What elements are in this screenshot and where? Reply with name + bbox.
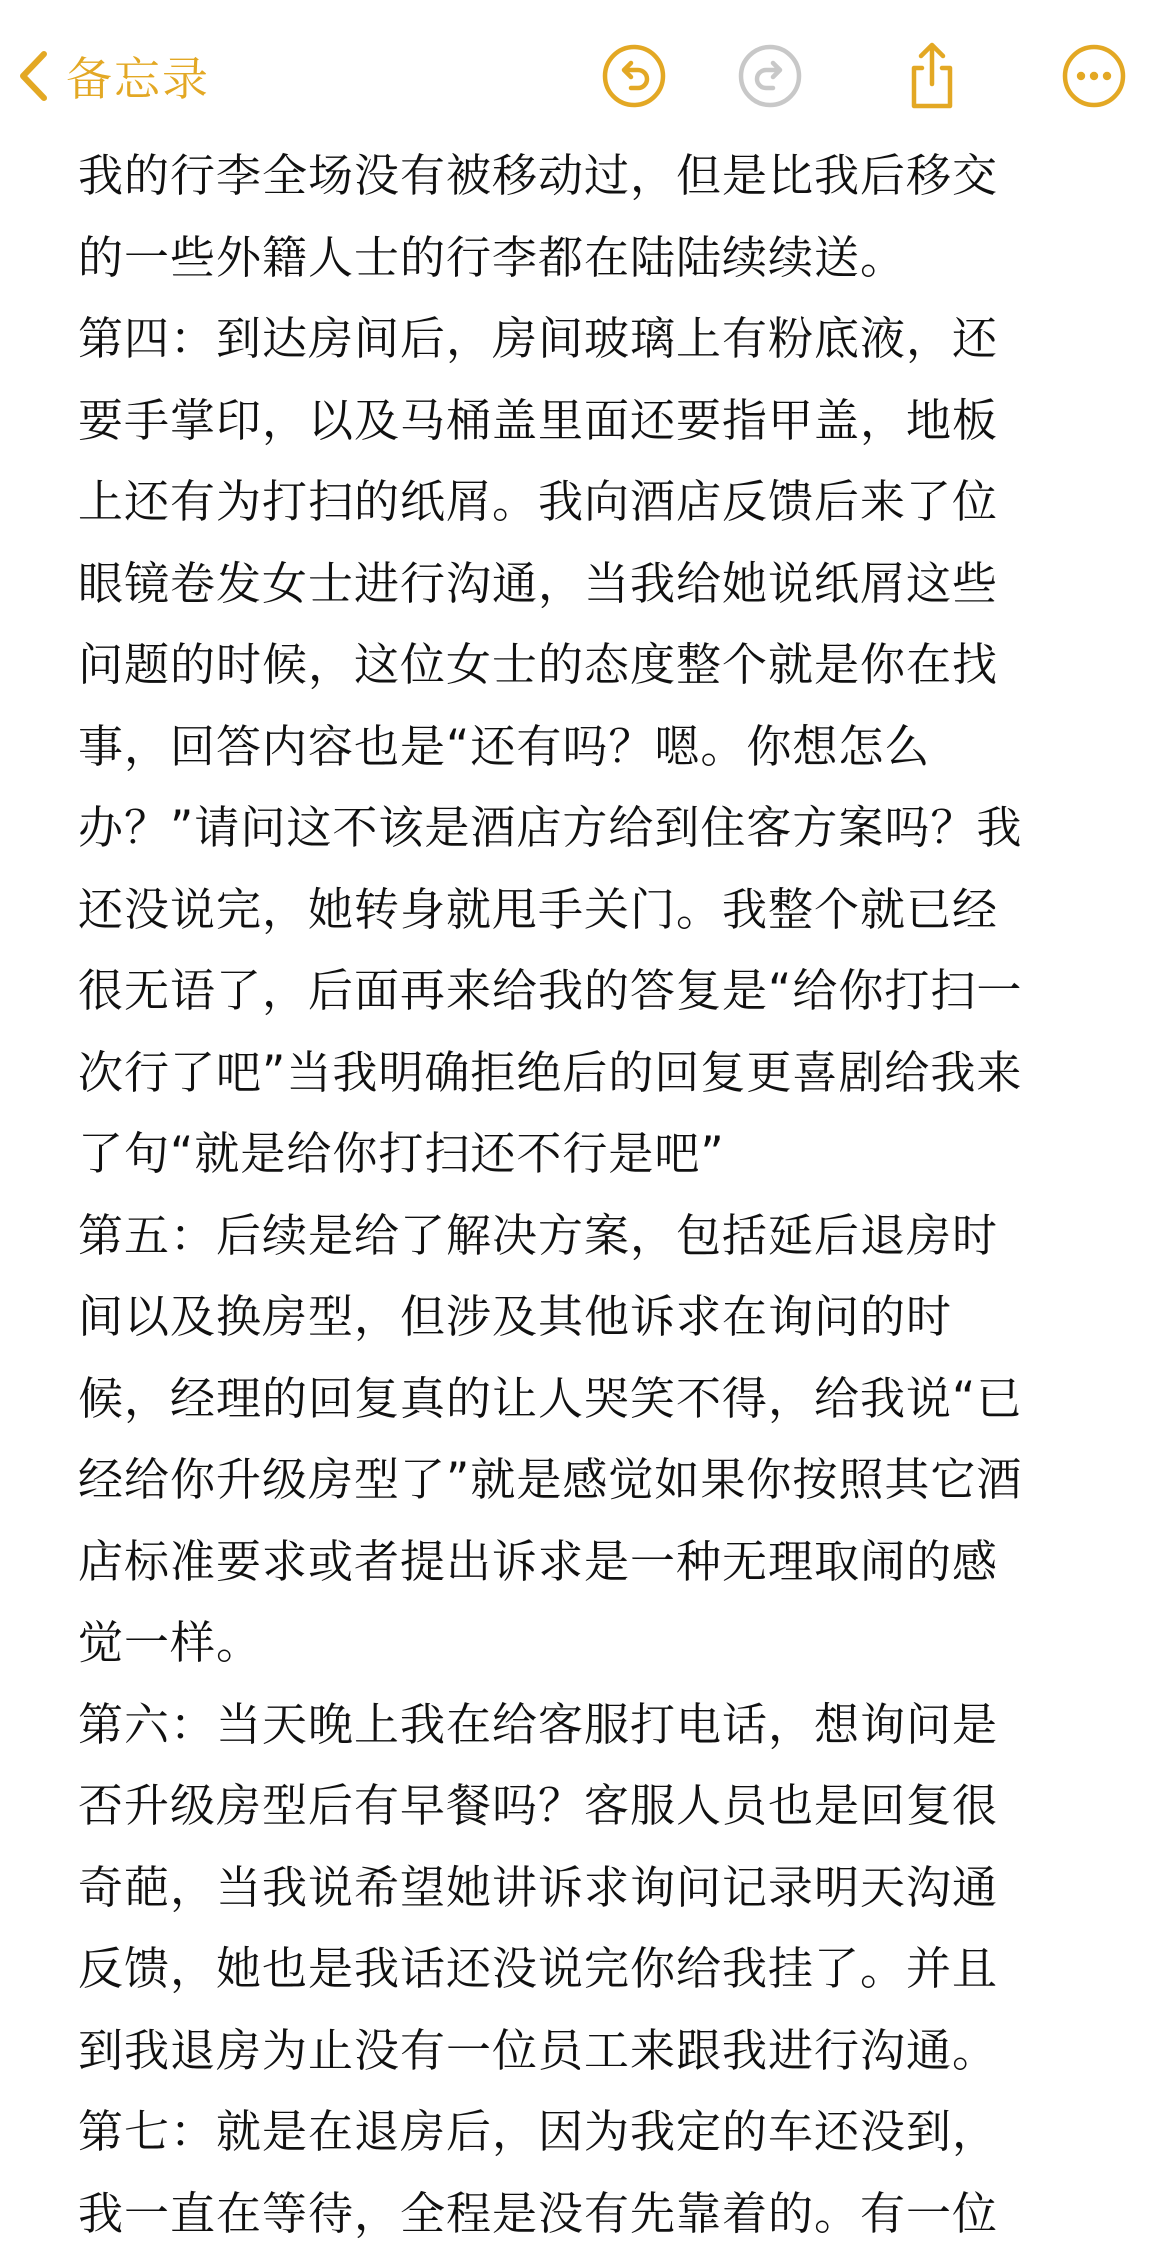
- more-icon: [1061, 43, 1127, 109]
- note-line: 第六：当天晚上我在给客服打电话，想询问是: [78, 1684, 1108, 1766]
- note-line: 奇葩，当我说希望她讲诉求询问记录明天沟通: [78, 1847, 1108, 1929]
- chevron-left-icon: [18, 50, 48, 102]
- back-button-label: 备忘录: [66, 43, 210, 109]
- note-line: 的一些外籍人士的行李都在陆陆续续送。: [78, 217, 1108, 299]
- undo-button[interactable]: [598, 40, 670, 112]
- note-line: 我的行李全场没有被移动过，但是比我后移交: [78, 135, 1108, 217]
- note-line: 反馈，她也是我话还没说完你给我挂了。并且: [78, 1928, 1108, 2010]
- note-line: 要手掌印，以及马桶盖里面还要指甲盖，地板: [78, 380, 1108, 462]
- redo-icon: [737, 43, 803, 109]
- undo-icon: [601, 43, 667, 109]
- note-line: 还没说完，她转身就甩手关门。我整个就已经: [78, 869, 1108, 951]
- share-button[interactable]: [896, 40, 968, 112]
- note-line: 事，回答内容也是“还有吗？嗯。你想怎么: [78, 706, 1108, 788]
- more-button[interactable]: [1058, 40, 1130, 112]
- redo-button[interactable]: [734, 40, 806, 112]
- note-line: 第七：就是在退房后，因为我定的车还没到，: [78, 2091, 1108, 2173]
- note-line: 了句“就是给你打扫还不行是吧”: [78, 1113, 1108, 1195]
- note-line: 店标准要求或者提出诉求是一种无理取闹的感: [78, 1521, 1108, 1603]
- note-line: 经给你升级房型了”就是感觉如果你按照其它酒: [78, 1439, 1108, 1521]
- note-line: 问题的时候，这位女士的态度整个就是你在找: [78, 624, 1108, 706]
- note-line: 次行了吧”当我明确拒绝后的回复更喜剧给我来: [78, 1032, 1108, 1114]
- note-line: 否升级房型后有早餐吗？客服人员也是回复很: [78, 1765, 1108, 1847]
- back-button[interactable]: [18, 36, 210, 116]
- note-line: 到我退房为止没有一位员工来跟我进行沟通。: [78, 2010, 1108, 2092]
- note-line: 很无语了，后面再来给我的答复是“给你打扫一: [78, 950, 1108, 1032]
- note-line: 第五：后续是给了解决方案，包括延后退房时: [78, 1195, 1108, 1277]
- note-line: 眼镜卷发女士进行沟通，当我给她说纸屑这些: [78, 543, 1108, 625]
- note-line: 办？”请问这不该是酒店方给到住客方案吗？我: [78, 787, 1108, 869]
- navigation-bar: [0, 0, 1170, 145]
- note-line: 我一直在等待，全程是没有先靠着的。有一位: [78, 2173, 1108, 2254]
- note-body[interactable]: [78, 135, 1108, 2076]
- share-icon: [902, 40, 962, 112]
- note-line: 第四：到达房间后，房间玻璃上有粉底液，还: [78, 298, 1108, 380]
- note-line: 候，经理的回复真的让人哭笑不得，给我说“已: [78, 1358, 1108, 1440]
- note-line: 上还有为打扫的纸屑。我向酒店反馈后来了位: [78, 461, 1108, 543]
- note-line: 间以及换房型，但涉及其他诉求在询问的时: [78, 1276, 1108, 1358]
- note-line: 觉一样。: [78, 1602, 1108, 1684]
